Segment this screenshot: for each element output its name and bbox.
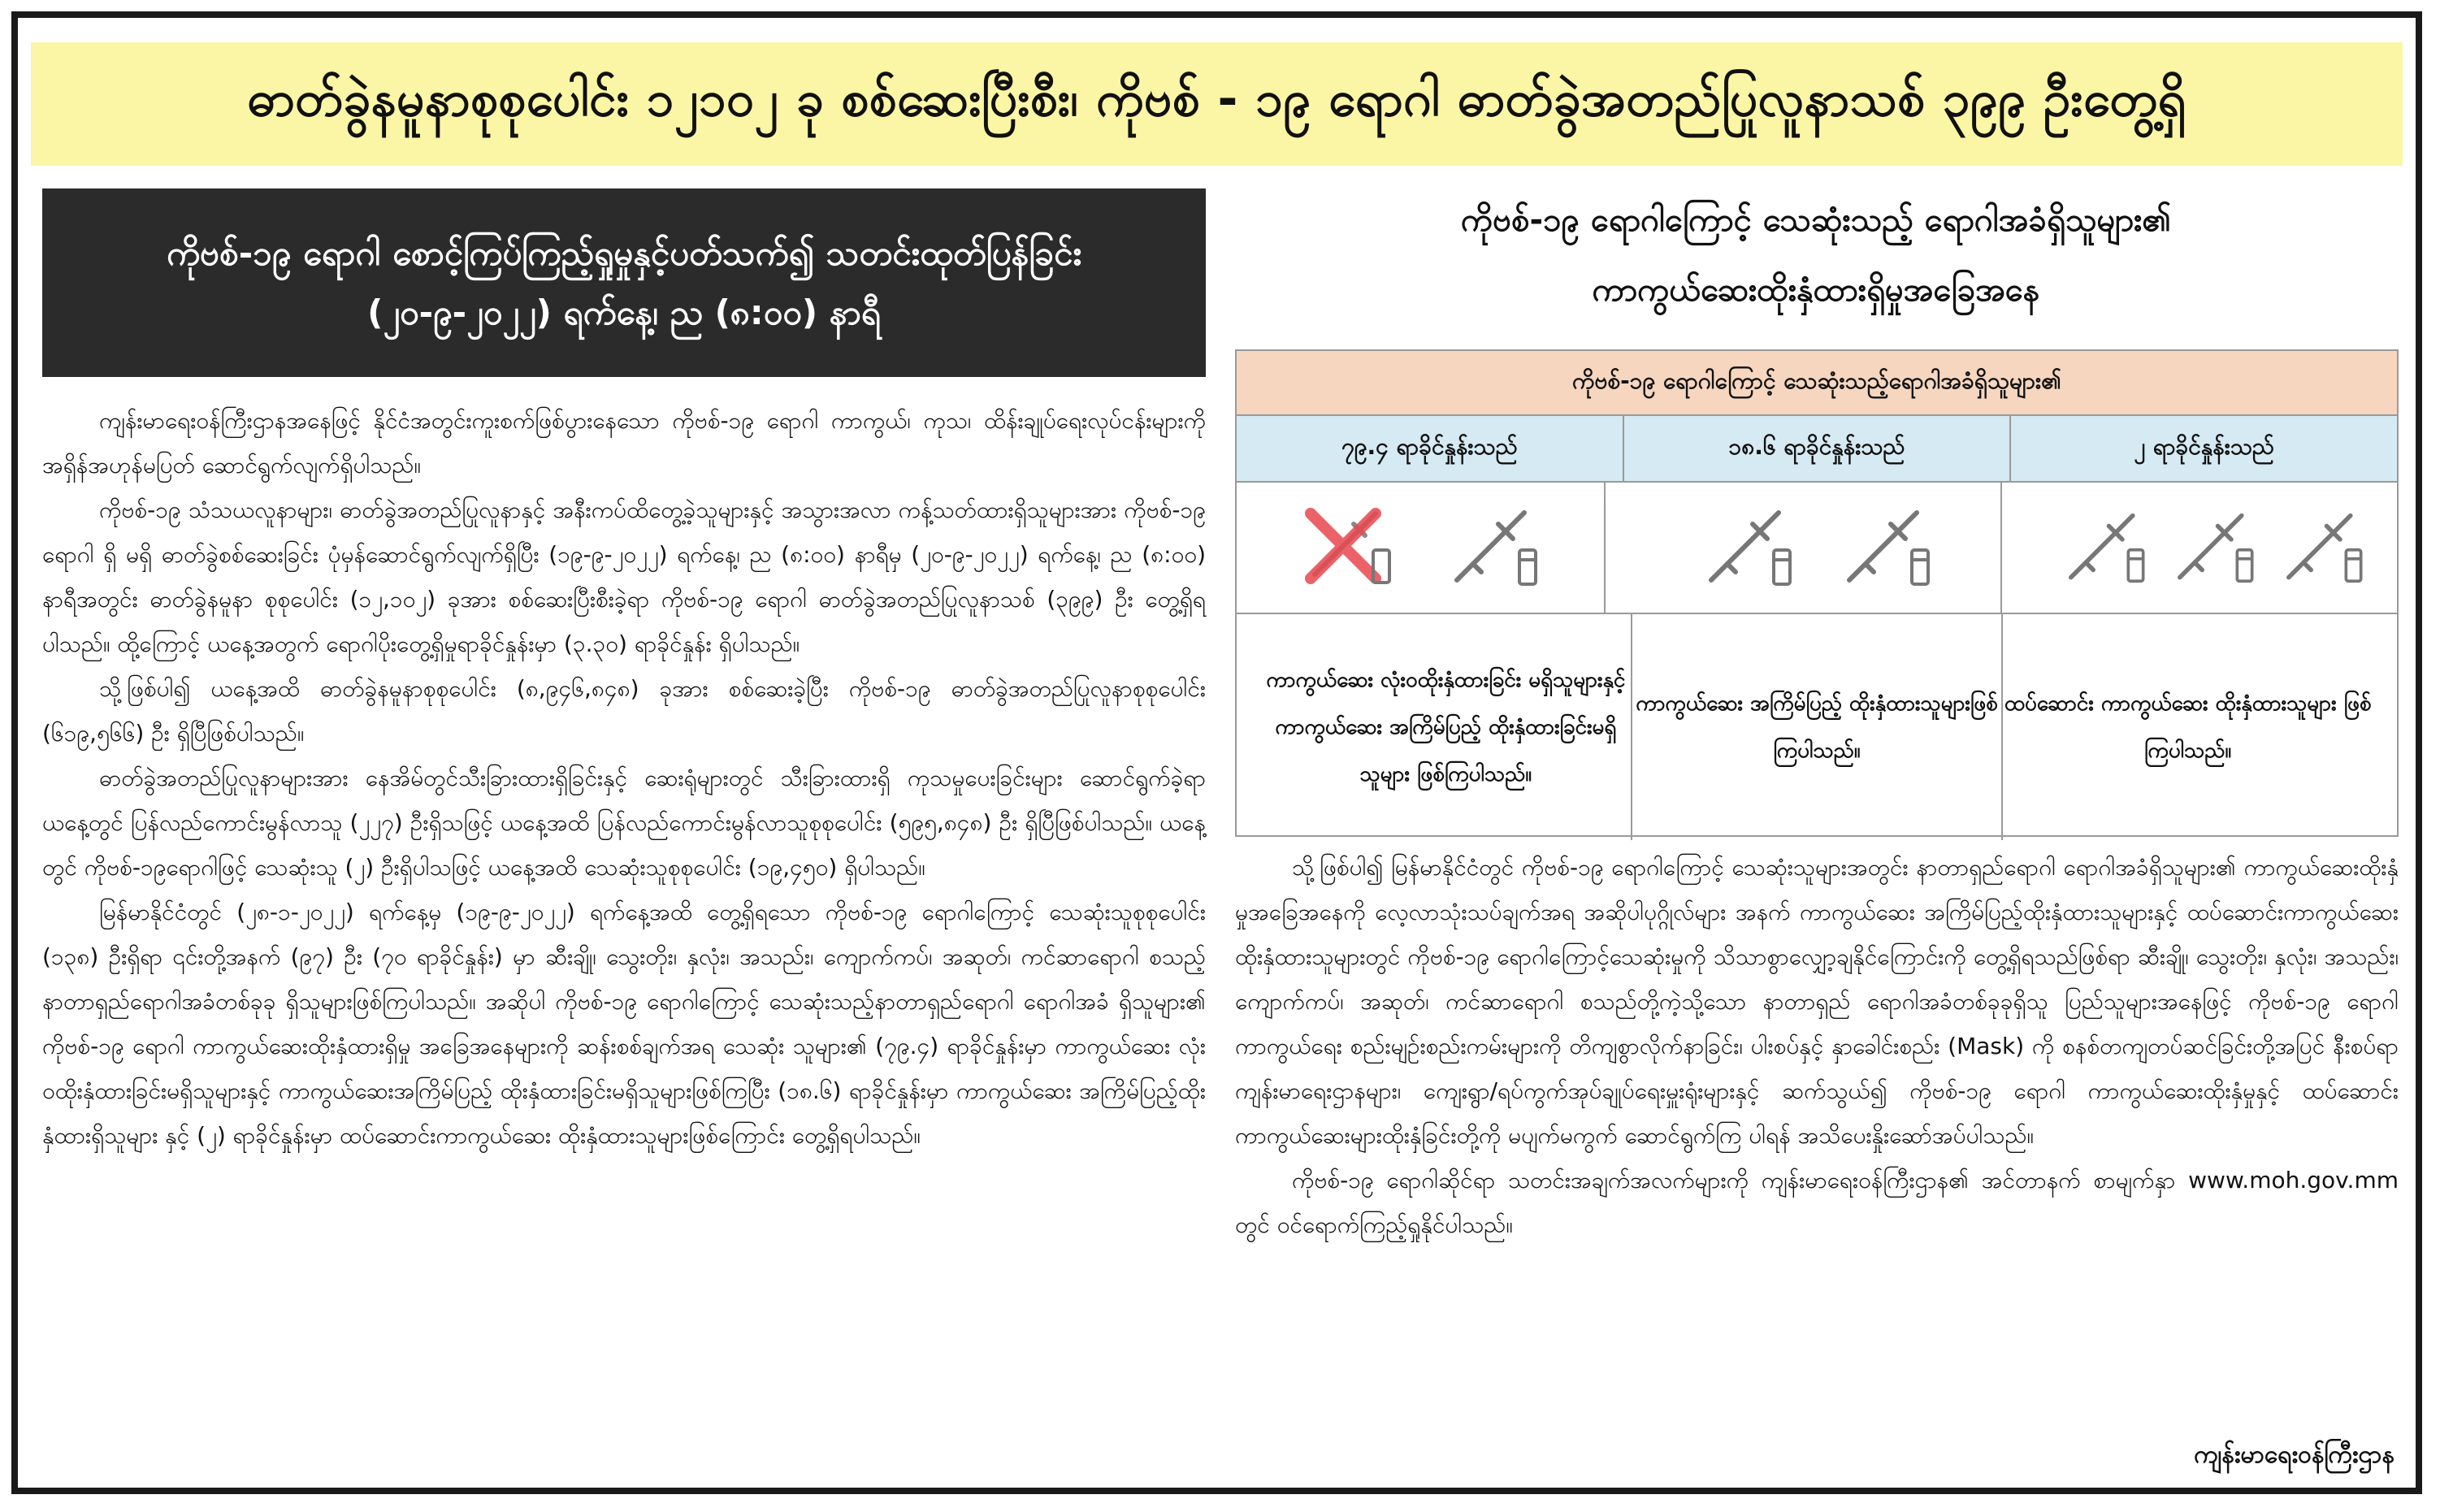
vaccination-status-table <box>1235 349 2399 837</box>
syringe-icon <box>1699 503 1796 592</box>
percent-cell-booster: ၂ ရာခိုင်နှုန်းသည် <box>2134 433 2274 460</box>
left-article-body <box>42 398 1206 1158</box>
syringe-icon <box>2277 503 2367 592</box>
press-release-date: (၂၀-၉-၂၀၂၂) ရက်နေ့၊ ည (၈:၀၀) နာရီ <box>367 292 881 332</box>
left-paragraph: သို့ဖြစ်ပါ၍ ယနေ့အထိ ဓာတ်ခွဲနမူနာစုစုပေါင်း (၈,၉၄၆,၈၄၈) ခုအား စစ်ဆေးခဲ့ပြီး ကိုဗစ်-၁၉ ဓာတ်ခွဲအတည်ပြုလူနာစုစုပေါင်း (၆၁၉,၅၆၆) ဦး ရှိပြီဖြစ်ပါသည်။ <box>42 675 1206 747</box>
desc-cell-booster: ထပ်ဆောင်း ကာကွယ်ဆေး ထိုးနှံထားသူများ ဖြစ်ကြပါသည်။ <box>2004 691 2372 763</box>
left-paragraph: ဓာတ်ခွဲအတည်ပြုလူနာများအား နေအိမ်တွင်သီးခြားထားရှိခြင်းနှင့် ဆေးရုံများတွင် သီးခြားထားရှိ ကုသမှုပေးခြင်းများ ဆောင်ရွက်ခဲ့ရာ ယနေ့တွင် ပြန်လည်ကောင်းမွန်လာသူ (၂၂၇) ဦးရှိသဖြင့် ယနေ့အထိ ပြန်လည်ကောင်းမွန်လာသူစုစုပေါင်း (၅၉၅,၈၄၈) ဦး ရှိပြီဖြစ်ပါသည်။ ယနေ့တွင် ကိုဗစ်-၁၉ရောဂါဖြင့် သေဆုံးသူ (၂) ဦးရှိပါသဖြင့် ယနေ့အထိ သေဆုံးသူစုစုပေါင်း (၁၉,၄၅၀) ရှိပါသည်။ <box>42 765 1206 881</box>
icon-cell-fully-vaccinated <box>1633 483 2002 613</box>
infographic-title-line2: ကာကွယ်ဆေးထိုးနှံထားရှိမှုအခြေအနေ <box>1592 271 2040 309</box>
syringe-icon <box>1445 503 1542 592</box>
infographic-title <box>1235 185 2397 325</box>
infographic-title-line1: ကိုဗစ်-၁၉ ရောဂါကြောင့် သေဆုံးသည့် ရောဂါအခံရှိသူများ၏ <box>1461 201 2171 239</box>
icon-cell-booster <box>2030 483 2397 613</box>
table-percent-row <box>1237 416 2397 483</box>
icon-cell-unvaccinated <box>1237 483 1606 613</box>
right-article-body <box>1235 845 2399 1247</box>
left-paragraph: ကျန်းမာရေးဝန်ကြီးဌာနအနေဖြင့် နိုင်ငံအတွင်းကူးစက်ဖြစ်ပွားနေသော ကိုဗစ်-၁၉ ရောဂါ ကာကွယ်၊ ကုသ၊ ထိန်းချုပ်ရေးလုပ်ငန်းများကို အရှိန်အဟုန်မပြတ် ဆောင်ရွက်လျက်ရှိပါသည်။ <box>42 407 1206 479</box>
headline-banner: ဓာတ်ခွဲနမူနာစုစုပေါင်း ၁၂၁၀၂ ခု စစ်ဆေးပြီးစီး၊ ကိုဗစ် - ၁၉ ရောဂါ ဓာတ်ခွဲအတည်ပြုလူနာသစ် ၃၉၉ ဦးတွေ့ရှိ <box>31 42 2403 166</box>
syringe-icon <box>1837 503 1935 592</box>
right-paragraph: ကိုဗစ်-၁၉ ရောဂါဆိုင်ရာ သတင်းအချက်အလက်များကို ကျန်းမာရေးဝန်ကြီးဌာန၏ အင်တာနက် စာမျက်နှာ www.moh.gov.mm တွင် ဝင်ရောက်ကြည့်ရှုနိုင်ပါသည်။ <box>1235 1167 2399 1238</box>
syringe-icon <box>2060 503 2149 592</box>
crossed-syringe-icon <box>1298 501 1396 594</box>
syringe-icon <box>2169 503 2258 592</box>
percent-cell-unvaccinated: ၇၉.၄ ရာခိုင်နှုန်းသည် <box>1237 416 1624 481</box>
left-paragraph: မြန်မာနိုင်ငံတွင် (၂၈-၁-၂၀၂၂) ရက်နေ့မှ (၁၉-၉-၂၀၂၂) ရက်နေ့အထိ တွေ့ရှိရသော ကိုဗစ်-၁၉ ရောဂါကြောင့် သေဆုံးသူစုစုပေါင်း (၁၃၈) ဦးရှိရာ ၎င်းတို့အနက် (၉၇) ဦး (၇၀ ရာခိုင်နှုန်း) မှာ ဆီးချို၊ သွေးတိုး၊ နှလုံး၊ အသည်း၊ ကျောက်ကပ်၊ အဆုတ်၊ ကင်ဆာရောဂါ စသည့် နာတာရှည်ရောဂါအခံတစ်ခုခု ရှိသူများဖြစ်ကြပါသည်။ အဆိုပါ ကိုဗစ်-၁၉ ရောဂါကြောင့် သေဆုံးသည့်နာတာရှည်ရောဂါ ရောဂါအခံ ရှိသူများ၏ ကိုဗစ်-၁၉ ရောဂါ ကာကွယ်ဆေးထိုးနှံထားရှိမှု အခြေအနေများကို ဆန်းစစ်ချက်အရ သေဆုံး သူများ၏ (၇၉.၄) ရာခိုင်နှုန်းမှာ ကာကွယ်ဆေး လုံးဝထိုးနှံထားခြင်းမရှိသူများနှင့် ကာကွယ်ဆေးအကြိမ်ပြည့် ထိုးနှံထားခြင်းမရှိသူများဖြစ်ကြပြီး (၁၈.၆) ရာခိုင်နှုန်းမှာ ကာကွယ်ဆေး အကြိမ်ပြည့်ထိုးနှံထားရှိသူများ နှင့် (၂) ရာခိုင်နှုန်းမှာ ထပ်ဆောင်းကာကွယ်ဆေး ထိုးနှံထားသူများဖြစ်ကြောင်း တွေ့ရှိရပါသည်။ <box>42 899 1206 1149</box>
desc-cell-unvaccinated: ကာကွယ်ဆေး လုံးဝထိုးနှံထားခြင်း မရှိသူများနှင့် ကာကွယ်ဆေး အကြိမ်ပြည့် ထိုးနှံထားခြင်းမရှိ သူများ ဖြစ်ကြပါသည်။ <box>1261 614 1632 840</box>
table-header: ကိုဗစ်-၁၉ ရောဂါကြောင့် သေဆုံးသည့်ရောဂါအခံရှိသူများ၏ <box>1237 351 2397 416</box>
desc-cell-fully-vaccinated: ကာကွယ်ဆေး အကြိမ်ပြည့် ထိုးနှံထားသူများဖြစ်ကြပါသည်။ <box>1632 614 2004 840</box>
percent-cell-fully-vaccinated: ၁၈.၆ ရာခိုင်နှုန်းသည် <box>1624 416 2012 481</box>
press-release-title-box <box>42 188 1206 377</box>
table-description-row <box>1237 614 2397 840</box>
left-paragraph: ကိုဗစ်-၁၉ သံသယလူနာများ၊ ဓာတ်ခွဲအတည်ပြုလူနာနှင့် အနီးကပ်ထိတွေ့ခဲ့သူများနှင့် အသွားအလာ ကန့်သတ်ထားရှိသူများအား ကိုဗစ်-၁၉ ရောဂါ ရှိ မရှိ ဓာတ်ခွဲစစ်ဆေးခြင်း ပုံမှန်ဆောင်ရွက်လျက်ရှိပြီး (၁၉-၉-၂၀၂၂) ရက်နေ့၊ ည (၈:၀၀) နာရီမှ (၂၀-၉-၂၀၂၂) ရက်နေ့၊ ည (၈:၀၀) နာရီအတွင်း ဓာတ်ခွဲနမူနာ စုစုပေါင်း (၁၂,၁၀၂) ခုအား စစ်ဆေးပြီးစီးခဲ့ရာ ကိုဗစ်-၁၉ ရောဂါ ဓာတ်ခွဲအတည်ပြုလူနာသစ် (၃၉၉) ဦး တွေ့ရှိရပါသည်။ ထို့ကြောင့် ယနေ့အတွက် ရောဂါပိုးတွေ့ရှိမှုရာခိုင်နှုန်းမှာ (၃.၃၀) ရာခိုင်နှုန်း ရှိပါသည်။ <box>42 496 1206 657</box>
press-release-title: ကိုဗစ်-၁၉ ရောဂါ စောင့်ကြပ်ကြည့်ရှုမှုနှင့်ပတ်သက်၍ သတင်းထုတ်ပြန်ခြင်း <box>167 233 1081 273</box>
right-paragraph: သို့ဖြစ်ပါ၍ မြန်မာနိုင်ငံတွင် ကိုဗစ်-၁၉ ရောဂါကြောင့် သေဆုံးသူများအတွင်း နာတာရှည်ရောဂါ ရောဂါအခံရှိသူများ၏ ကာကွယ်ဆေးထိုးနှံမှုအခြေအနေကို လေ့လာသုံးသပ်ချက်အရ အဆိုပါပုဂ္ဂိုလ်များ အနက် ကာကွယ်ဆေး အကြိမ်ပြည့်ထိုးနှံထားသူများနှင့် ထပ်ဆောင်းကာကွယ်ဆေး ထိုးနှံထားသူများတွင် ကိုဗစ်-၁၉ ရောဂါကြောင့်သေဆုံးမှုကို သိသာစွာလျှော့ချနိုင်ကြောင်းကို တွေ့ရှိရသည်ဖြစ်ရာ ဆီးချို၊ သွေးတိုး၊ နှလုံး၊ အသည်း၊ ကျောက်ကပ်၊ အဆုတ်၊ ကင်ဆာရောဂါ စသည်တို့ကဲ့သို့သော နာတာရှည် ရောဂါအခံတစ်ခုခုရှိသူ ပြည်သူများအနေဖြင့် ကိုဗစ်-၁၉ ရောဂါ ကာကွယ်ရေး စည်းမျဉ်းစည်းကမ်းများကို တိကျစွာလိုက်နာခြင်း၊ ပါးစပ်နှင့် နှာခေါင်းစည်း (Mask) ကို စနစ်တကျတပ်ဆင်ခြင်းတို့အပြင် နီးစပ်ရာ ကျန်းမာရေးဌာနများ၊ ကျေးရွာ/ရပ်ကွက်အုပ်ချုပ်ရေးမှူးရုံးများနှင့် ဆက်သွယ်၍ ကိုဗစ်-၁၉ ရောဂါ ကာကွယ်ဆေးထိုးနှံမှုနှင့် ထပ်ဆောင်းကာကွယ်ဆေးများထိုးနှံခြင်းတို့ကို မပျက်မကွက် ဆောင်ရွက်ကြ ပါရန် အသိပေးနှိုးဆော်အပ်ပါသည်။ <box>1235 854 2399 1149</box>
ministry-signature: ကျန်းမာရေးဝန်ကြီးဌာန <box>2194 1441 2394 1469</box>
table-icon-row <box>1237 483 2397 614</box>
